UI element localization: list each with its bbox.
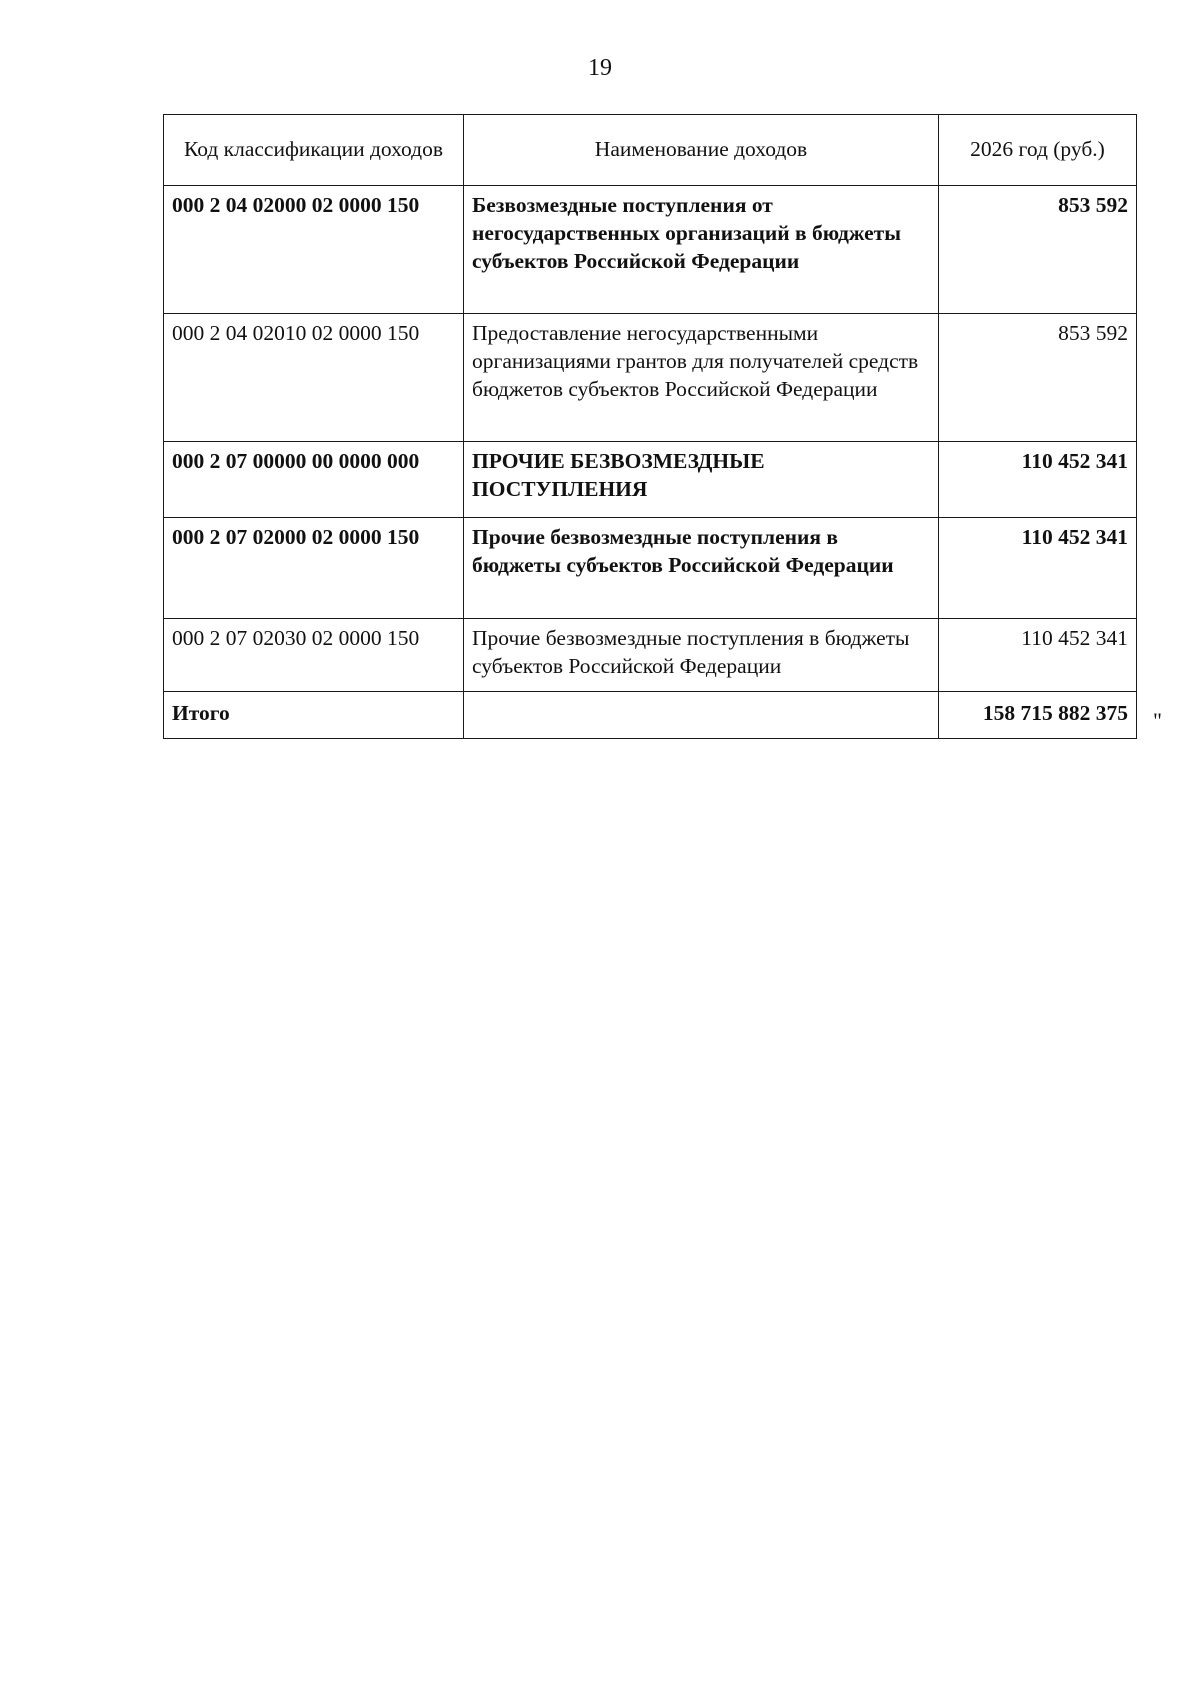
income-table bbox=[163, 114, 1137, 739]
income-amount: 110 452 341 bbox=[939, 619, 1137, 692]
header-name: Наименование доходов bbox=[464, 115, 939, 186]
income-name: Прочие безвозмездные поступления в бюджеты субъектов Российской Федерации bbox=[464, 619, 939, 692]
table-row bbox=[164, 442, 1137, 518]
page-number: 19 bbox=[588, 55, 612, 81]
income-name: ПРОЧИЕ БЕЗВОЗМЕЗДНЫЕ ПОСТУПЛЕНИЯ bbox=[464, 442, 939, 518]
closing-quote-mark: " bbox=[1153, 708, 1162, 733]
income-code: 000 2 04 02000 02 0000 150 bbox=[164, 186, 464, 314]
table-header-row bbox=[164, 115, 1137, 186]
income-code: 000 2 07 02000 02 0000 150 bbox=[164, 518, 464, 619]
total-row bbox=[164, 692, 1137, 739]
income-amount: 110 452 341 bbox=[939, 518, 1137, 619]
table-row bbox=[164, 186, 1137, 314]
income-name: Прочие безвозмездные поступления в бюджеты субъектов Российской Федерации bbox=[464, 518, 939, 619]
income-code: 000 2 07 02030 02 0000 150 bbox=[164, 619, 464, 692]
header-code: Код классификации доходов bbox=[164, 115, 464, 186]
income-name: Предоставление негосударственными организациями грантов для получателей средств бюджетов субъектов Российской Федерации bbox=[464, 314, 939, 442]
table-row bbox=[164, 619, 1137, 692]
income-code: 000 2 04 02010 02 0000 150 bbox=[164, 314, 464, 442]
total-name bbox=[464, 692, 939, 739]
income-amount: 853 592 bbox=[939, 314, 1137, 442]
income-code: 000 2 07 00000 00 0000 000 bbox=[164, 442, 464, 518]
total-amount: 158 715 882 375 bbox=[939, 692, 1137, 739]
table-row bbox=[164, 314, 1137, 442]
income-amount: 853 592 bbox=[939, 186, 1137, 314]
total-label: Итого bbox=[164, 692, 464, 739]
income-name: Безвозмездные поступления от негосударственных организаций в бюджеты субъектов Российской Федерации bbox=[464, 186, 939, 314]
table-row bbox=[164, 518, 1137, 619]
header-year: 2026 год (руб.) bbox=[939, 115, 1137, 186]
income-amount: 110 452 341 bbox=[939, 442, 1137, 518]
